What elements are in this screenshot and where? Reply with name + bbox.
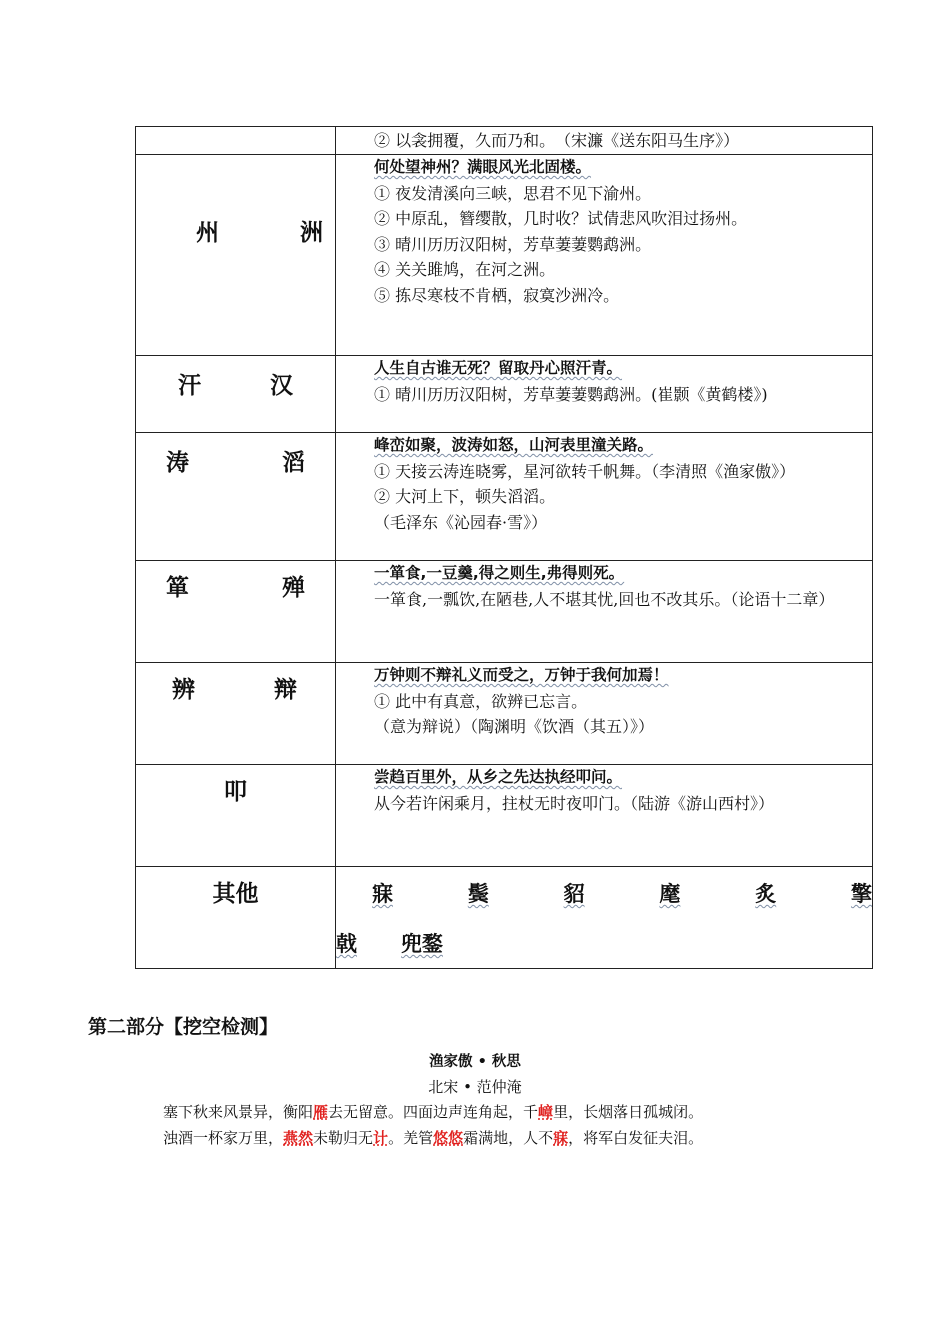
blank-answer: 悠悠 bbox=[433, 1129, 464, 1147]
headline-quote: 尝趋百里外，从乡之先达执经叩问。 bbox=[374, 768, 623, 786]
poem-title: 渔家傲 • 秋思 bbox=[429, 1054, 521, 1070]
char-a: 叩 bbox=[224, 779, 247, 805]
table-row bbox=[136, 433, 873, 561]
blank-answer: 嶂 bbox=[538, 1103, 554, 1121]
blank-answer: 计 bbox=[373, 1129, 389, 1147]
example-line: ① 晴川历历汉阳树，芳草萋萋鹦鹉洲。(崔颢《黄鹤楼》) bbox=[374, 384, 768, 404]
table-row bbox=[136, 765, 873, 867]
example-line: ⑤ 拣尽寒枝不肯栖，寂寞沙洲冷。 bbox=[374, 285, 620, 305]
char-pair-cell bbox=[136, 663, 336, 765]
char-pair-cell bbox=[136, 155, 336, 356]
char-pair-cell bbox=[136, 561, 336, 663]
char-a: 汗 bbox=[178, 373, 201, 399]
headline-quote: 一箪食,一豆羹,得之则生,弗得则死。 bbox=[374, 564, 625, 582]
right-cell bbox=[336, 867, 873, 969]
example-line: ① 夜发清溪向三峡，思君不见下渝州。 bbox=[374, 183, 652, 203]
example-line: ④ 关关雎鸠，在河之洲。 bbox=[374, 260, 556, 279]
example-line: ① 此中有真意，欲辨已忘言。 bbox=[374, 691, 588, 711]
other-char: 寐 bbox=[372, 882, 393, 906]
poem-text: 霜满地，人不 bbox=[463, 1129, 554, 1147]
section-title: 第二部分【挖空检测】 bbox=[88, 1016, 279, 1038]
headline-quote: 何处望神州？满眼风光北固楼。 bbox=[374, 158, 592, 176]
example-line: ③ 晴川历历汉阳树，芳草萋萋鹦鹉洲。 bbox=[374, 234, 652, 254]
other-char: 麾 bbox=[659, 882, 681, 906]
char-a: 箪 bbox=[166, 575, 189, 601]
example-line: ① 天接云涛连晓雾，星河欲转千帆舞。（李清照《渔家傲》） bbox=[374, 461, 796, 481]
headline-quote: 人生自古谁无死？留取丹心照汗青。 bbox=[374, 359, 623, 377]
blank-answer: 雁 bbox=[313, 1103, 329, 1121]
example-line: ② 以衾拥覆，久而乃和。 （宋濂《送东阳马生序》） bbox=[374, 131, 740, 150]
other-label: 其他 bbox=[212, 881, 259, 907]
example-line: （毛泽东《沁园春·雪》） bbox=[374, 512, 548, 532]
right-cell bbox=[336, 155, 873, 356]
poem-line-1 bbox=[163, 1100, 703, 1124]
char-pair-cell bbox=[136, 433, 336, 561]
other-char: 戟 bbox=[336, 932, 357, 956]
char-b: 汉 bbox=[270, 373, 293, 399]
table-row bbox=[136, 867, 873, 969]
other-char: 擎 bbox=[850, 882, 872, 906]
headline-quote: 万钟则不辩礼义而受之，万钟于我何加焉！ bbox=[374, 666, 669, 684]
poem-text: 未勒归无 bbox=[313, 1129, 374, 1147]
char-a: 辨 bbox=[172, 677, 195, 703]
example-line: ② 中原乱，簪缨散，几时收？试倩悲风吹泪过扬州。 bbox=[374, 209, 748, 228]
example-line: 从今若许闲乘月，拄杖无时夜叩门。（陆游《游山西村》） bbox=[374, 793, 775, 813]
table-row bbox=[136, 663, 873, 765]
poem-author: 北宋 • 范仲淹 bbox=[428, 1078, 522, 1096]
table-row bbox=[136, 561, 873, 663]
table-row bbox=[136, 155, 873, 356]
char-pair-cell bbox=[136, 356, 336, 433]
example-line: （意为辩说）（陶渊明《饮酒（其五）》） bbox=[374, 717, 655, 736]
character-comparison-table bbox=[135, 126, 873, 969]
char-b: 殚 bbox=[282, 575, 305, 601]
example-line: 一箪食,一瓢饮,在陋巷,人不堪其忧,回也不改其乐。（论语十二章） bbox=[374, 589, 835, 609]
right-cell bbox=[336, 561, 873, 663]
right-cell bbox=[336, 433, 873, 561]
example-line: ② 大河上下，顿失滔滔。 bbox=[374, 487, 556, 506]
char-cell bbox=[136, 765, 336, 867]
poem-text: 浊酒一杯家万里， bbox=[163, 1129, 284, 1147]
poem-text: 去无留意。四面边声连角起，千 bbox=[328, 1103, 539, 1121]
poem-text: 里，长烟落日孤城闭。 bbox=[553, 1103, 704, 1121]
poem-text: 塞下秋来风景异，衡阳 bbox=[163, 1103, 314, 1121]
right-cell bbox=[336, 765, 873, 867]
blank-answer: 燕然 bbox=[283, 1129, 314, 1147]
poem-text: ，将军白发征夫泪。 bbox=[568, 1129, 704, 1147]
other-char: 炙 bbox=[755, 882, 777, 906]
other-char: 兜鍪 bbox=[401, 932, 443, 956]
char-b: 辩 bbox=[274, 677, 297, 703]
right-cell bbox=[336, 356, 873, 433]
char-b: 洲 bbox=[300, 220, 323, 246]
char-b: 滔 bbox=[282, 450, 305, 476]
headline-quote: 峰峦如聚，波涛如怒，山河表里潼关路。 bbox=[374, 436, 654, 454]
other-char: 貂 bbox=[563, 882, 585, 906]
blank-answer: 寐 bbox=[553, 1129, 569, 1147]
right-cell bbox=[336, 127, 873, 155]
poem-text: 。羌管 bbox=[388, 1129, 434, 1147]
table-row bbox=[136, 356, 873, 433]
other-label-cell bbox=[136, 867, 336, 969]
poem-line-2 bbox=[163, 1126, 703, 1150]
left-cell-empty bbox=[136, 127, 336, 155]
table-row bbox=[136, 127, 873, 155]
char-a: 涛 bbox=[166, 450, 189, 476]
char-a: 州 bbox=[196, 220, 219, 246]
other-char: 鬓 bbox=[467, 882, 489, 906]
right-cell bbox=[336, 663, 873, 765]
